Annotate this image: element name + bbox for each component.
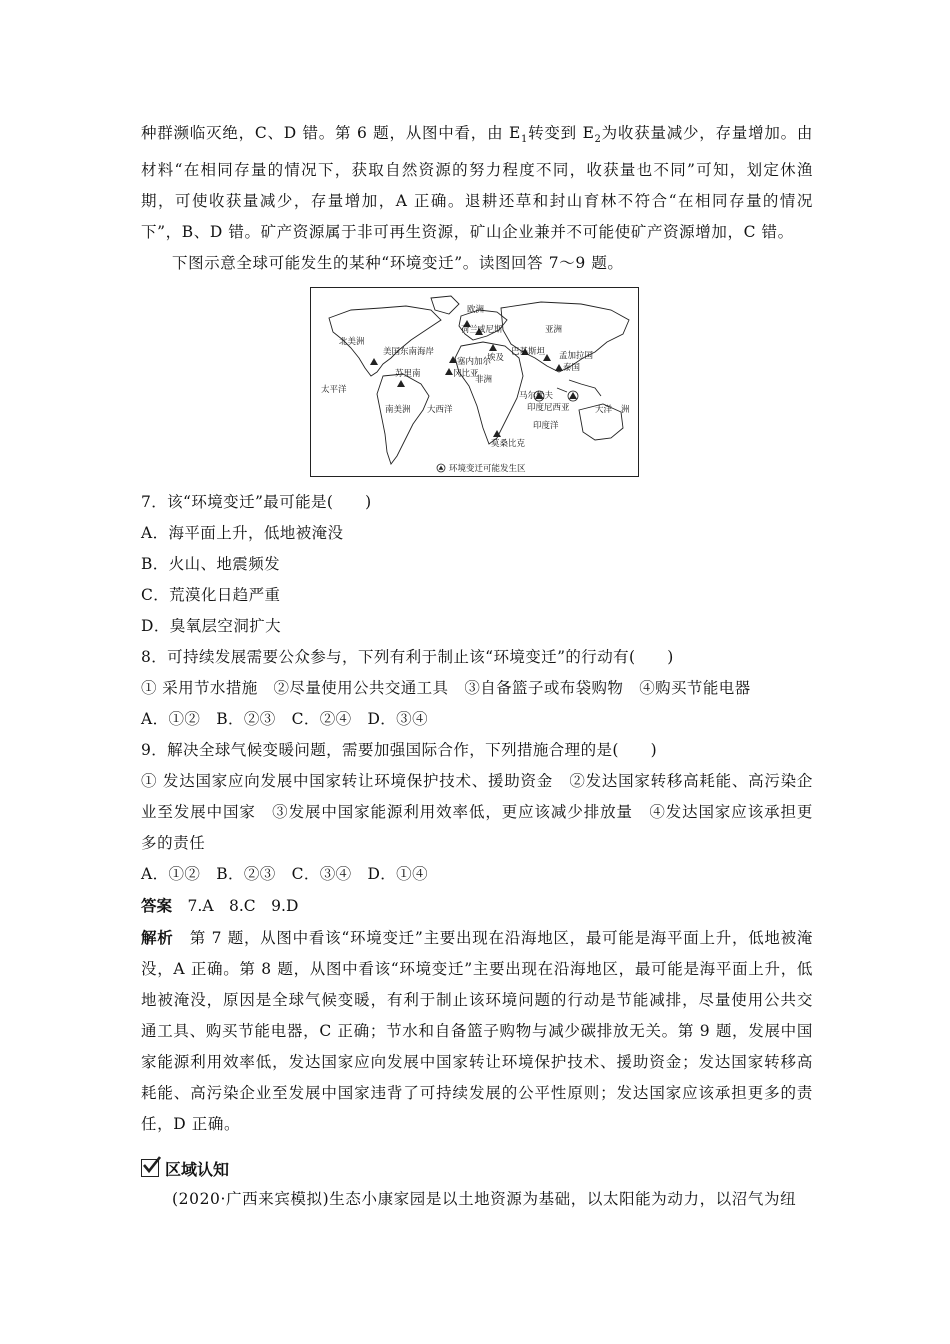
label-egypt: 埃及	[487, 353, 505, 364]
marker-indonesia	[569, 392, 577, 399]
label-oceania-b: 洲	[621, 405, 630, 416]
label-venice: 威尼斯	[477, 325, 503, 336]
label-atlantic: 大西洋	[427, 405, 453, 416]
south-america-shape	[377, 374, 429, 464]
label-mozambique: 莫桑比克	[491, 439, 526, 450]
answer-text: 7.A 8.C 9.D	[187, 897, 299, 916]
label-indian-ocean: 印度洋	[533, 421, 559, 432]
label-asia: 亚洲	[545, 325, 563, 336]
label-africa: 非洲	[475, 375, 493, 386]
q7-option-c: C．荒漠化日趋严重	[141, 586, 281, 605]
label-pakistan: 巴基斯坦	[511, 347, 546, 358]
label-thailand: 泰国	[563, 363, 581, 374]
marker-suriname	[397, 380, 405, 387]
section-title: 区域认知	[165, 1159, 230, 1179]
label-suriname: 苏里南	[395, 369, 421, 380]
marker-gambia	[445, 368, 453, 375]
analysis-label: 解析	[141, 928, 174, 948]
label-maldives: 马尔代夫	[519, 391, 554, 402]
label-pacific: 太平洋	[321, 385, 347, 396]
sea-islands-shape	[557, 380, 601, 396]
map-legend: 环境变迁可能发生区	[449, 464, 526, 475]
checkmark-icon	[141, 1159, 159, 1177]
marker-egypt	[489, 344, 497, 351]
page-content	[141, 118, 813, 1215]
greenland-shape	[431, 296, 459, 314]
question-stem: 下图示意全球可能发生的某种“环境变迁”。读图回答 7～9 题。	[172, 254, 624, 273]
q8-stem: 8．可持续发展需要公众参与，下列有利于制止该“环境变迁”的行动有( )	[141, 648, 674, 667]
label-indonesia: 印度尼西亚	[527, 403, 570, 414]
answer-label: 答案	[141, 896, 173, 916]
q9-stem: 9．解决全球气候变暖问题，需要加强国际合作，下列措施合理的是( )	[141, 741, 658, 760]
intro-paragraph: 种群濒临灭绝，C、D 错。第 6 题，从图中看，由 $E_1$转变到 $E_2$为收获量减少，存量增加。由材料“在相同存量的情况下，获取自然资源的努力程度不同，收获量也不同”可知，划定休渔期，可使收获量减少，存量增加，A 正确。退耕还草和封山育林不符合“在相同存量的情况下”，B、D 错。矿产资源属于非可再生资源，矿山企业兼并不可能使矿产资源增加，C 错。	[141, 124, 813, 242]
tail-paragraph: (2020·广西来宾模拟)生态小康家园是以土地资源为基础，以太阳能为动力，以沼气为纽	[172, 1190, 797, 1209]
label-netherlands: 荷兰	[461, 325, 479, 336]
world-map-figure	[310, 287, 639, 477]
q7-option-b: B．火山、地震频发	[141, 555, 280, 574]
analysis-text: 第 7 题，从图中看该“环境变迁”主要出现在沿海地区，最可能是海平面上升，低地被淹没，A 正确。第 8 题，从图中看该“环境变迁”主要出现在沿海地区，最可能是海平面上升，低地被淹没，原因是全球气候变暖，有利于制止该环境问题的行动是节能减排，尽量使用公共交通工具、购买节能电器，C 正确；节水和自备篮子购物与减少碳排放无关。第 9 题，发展中国家能源利用效率低，发达国家应向发展中国家转让环境保护技术、援助资金；发达国家转移高耗能、高污染企业至发展中国家违背了可持续发展的公平性原则；发达国家应该承担更多的责任，D 正确。	[141, 929, 813, 1134]
label-north-america: 北美洲	[339, 337, 365, 348]
label-us-southeast: 美国东南海岸	[383, 347, 435, 358]
section-header	[141, 1152, 813, 1184]
q8-options: A．①② B．②③ C．②④ D．③④	[141, 710, 428, 729]
label-oceania-a: 大洋	[595, 405, 613, 416]
marker-us-southeast	[370, 358, 378, 365]
world-map-svg	[311, 288, 638, 476]
marker-mozambique	[493, 430, 501, 437]
q7-option-a: A．海平面上升，低地被淹没	[141, 524, 344, 543]
label-south-america: 南美洲	[385, 405, 411, 416]
label-gambia: 冈比亚	[453, 369, 479, 380]
marker-thailand	[555, 364, 563, 371]
q9-options: A．①② B．②③ C．③④ D．①④	[141, 865, 428, 884]
label-bangladesh: 孟加拉国	[559, 351, 594, 362]
label-europe: 欧洲	[467, 305, 485, 316]
label-senegal: 塞内加尔	[457, 357, 492, 368]
q8-items: ① 采用节水措施 ②尽量使用公共交通工具 ③自备篮子或布袋购物 ④购买节能电器	[141, 679, 751, 698]
q7-stem: 7．该“环境变迁”最可能是( )	[141, 493, 372, 512]
q7-option-d: D．臭氧层空洞扩大	[141, 617, 282, 636]
q9-items: ① 发达国家应向发展中国家转让环境保护技术、援助资金 ②发达国家转移高耗能、高污染企业至发展中国家 ③发展中国家能源利用效率低，更应该减少排放量 ④发达国家应该承担更多的责任	[141, 772, 813, 853]
analysis-paragraph	[141, 922, 813, 1140]
answer-line	[141, 890, 813, 922]
